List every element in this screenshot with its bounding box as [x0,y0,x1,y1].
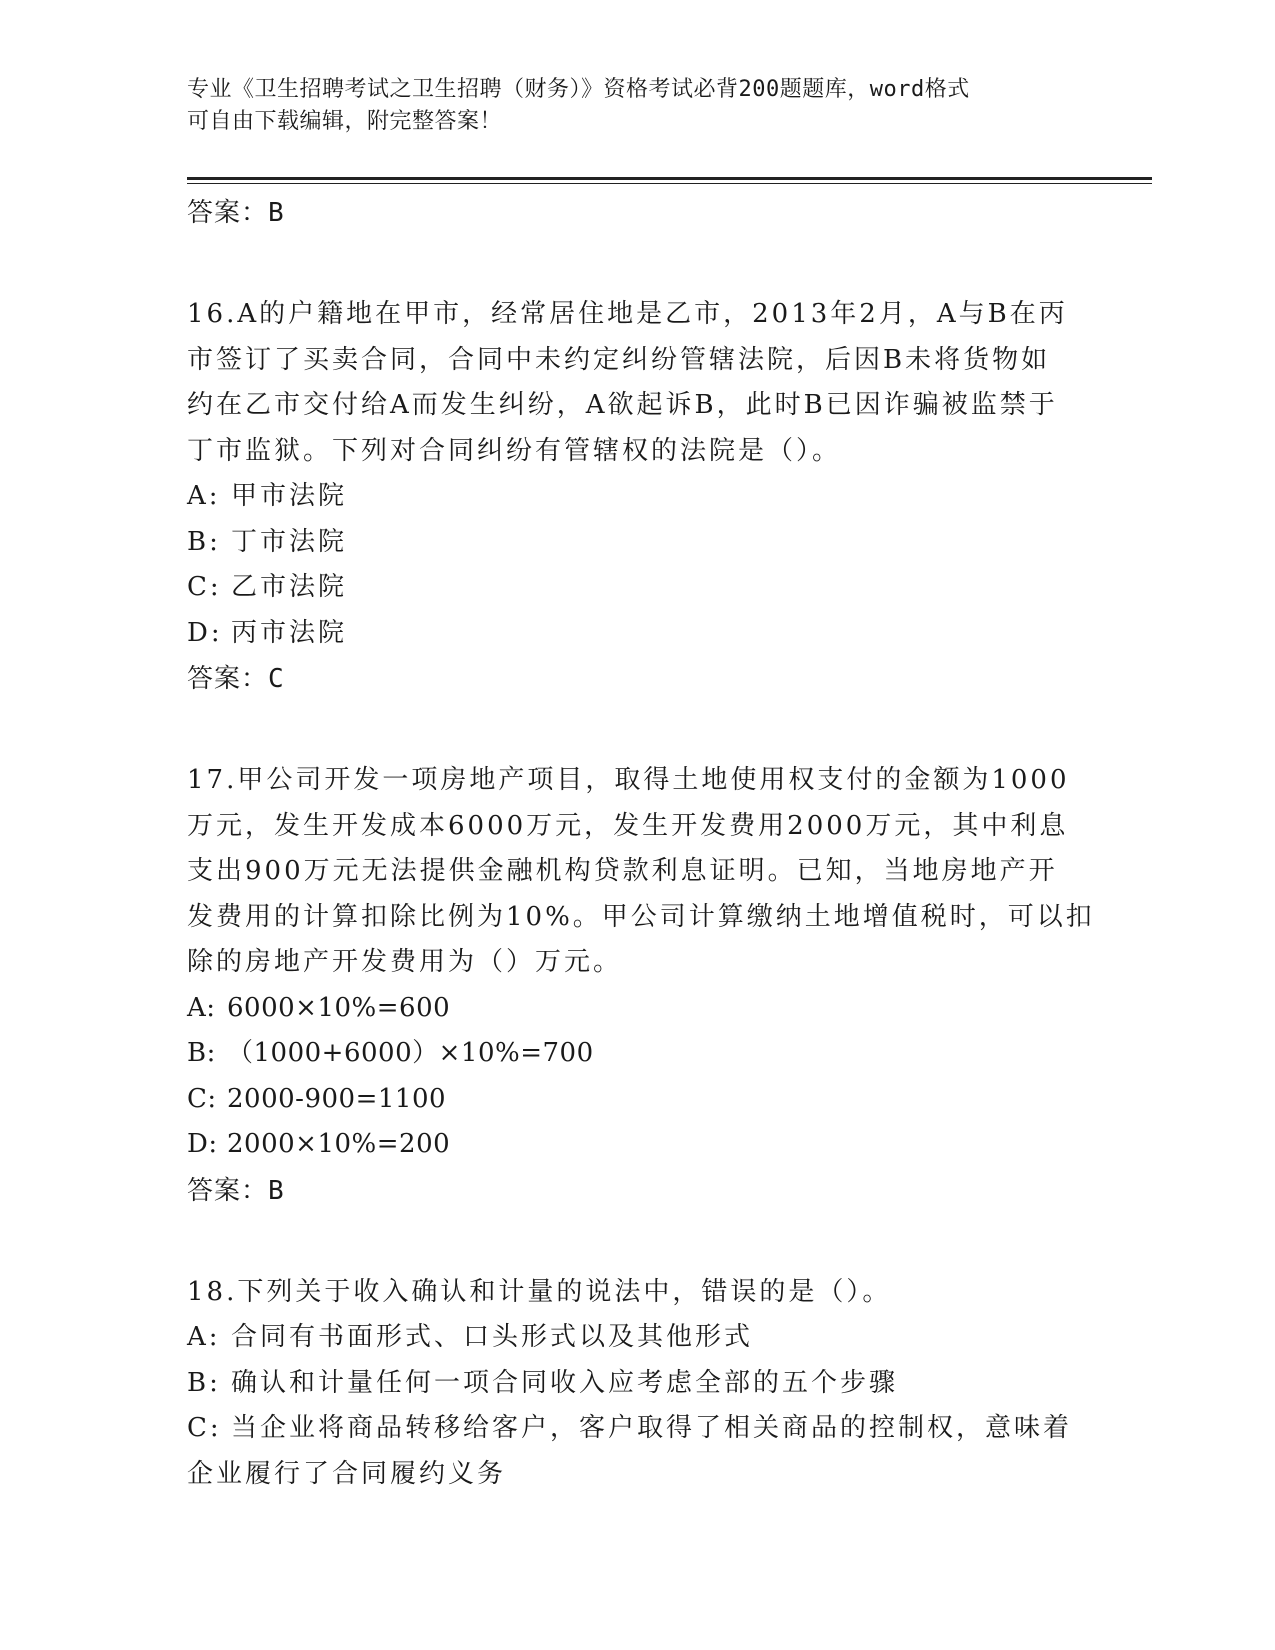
stem-line: 万元，发生开发成本6000万元，发生开发费用2000万元，其中利息 [187,810,1069,841]
answer-16: 答案：C [187,664,285,694]
option-text: 确认和计量任何一项合同收入应考虑全部的五个步骤 [231,1367,899,1398]
stem-line: 支出900万元无法提供金融机构贷款利息证明。已知，当地房地产开 [187,856,1058,886]
option-text: （1000+6000）×10%=700 [227,1038,594,1068]
option-d [187,611,1087,657]
question-16 [187,292,1087,702]
stem-line: 发费用的计算扣除比例为10%。甲公司计算缴纳土地增值税时，可以扣 [187,901,1095,932]
stem-line: 17.甲公司开发一项房地产项目，取得土地使用权支付的金额为1000 [187,765,1070,795]
stem-line: 丁市监狱。下列对合同纠纷有管辖权的法院是（）。 [187,435,842,466]
option-a [187,986,1087,1032]
question-17 [187,758,1095,1214]
option-key: A: [187,481,221,511]
option-text: 甲市法院 [231,481,348,511]
question-17-stem [187,758,1095,986]
option-a [187,474,1087,520]
option-key: C: [187,1413,222,1443]
option-text: 丁市法院 [231,526,348,557]
option-a [187,1315,1087,1361]
option-b [187,1031,1087,1077]
stem-line: 18.下列关于收入确认和计量的说法中，错误的是（）。 [187,1276,892,1307]
option-b [187,1361,1087,1407]
option-text: 6000×10%=600 [227,992,451,1023]
option-key: A: [187,992,216,1023]
option-key: B: [187,526,221,557]
option-key: B: [187,1367,221,1398]
option-key: A: [187,1322,221,1352]
stem-line: 除的房地产开发费用为（）万元。 [187,947,623,977]
option-text: 2000×10%=200 [227,1129,451,1159]
header-line-2: 可自由下载编辑，附完整答案！ [187,109,503,134]
option-key: B: [187,1038,216,1068]
option-text: 乙市法院 [231,572,348,602]
option-text-continued: 企业履行了合同履约义务 [187,1458,507,1489]
option-c [187,565,1087,611]
question-16-stem [187,292,1087,474]
option-key: C: [187,572,222,602]
option-text: 丙市法院 [231,617,348,648]
option-text: 合同有书面形式、口头形式以及其他形式 [231,1322,754,1352]
option-text: 2000-900=1100 [227,1083,447,1114]
option-c [187,1406,1087,1497]
document-header [187,74,1087,138]
option-b [187,520,1087,566]
option-d [187,1122,1087,1168]
question-18 [187,1270,1087,1498]
option-key: C: [187,1083,217,1114]
option-text: 当企业将商品转移给客户，客户取得了相关商品的控制权，意味着 [231,1413,1073,1443]
header-line-1: 专业《卫生招聘考试之卫生招聘（财务）》资格考试必背200题题库，word格式 [187,77,970,102]
option-key: D: [187,1129,218,1159]
document-body [187,190,1095,1497]
stem-line: 市签订了买卖合同，合同中未约定纠纷管辖法院，后因B未将货物如 [187,344,1051,375]
header-rule-thick [187,177,1152,180]
question-18-stem [187,1270,1087,1316]
option-key: D: [187,617,223,648]
header-rule-thin [187,183,1152,184]
stem-line: 约在乙市交付给A而发生纠纷，A欲起诉B，此时B已因诈骗被监禁于 [187,390,1058,420]
answer-previous: 答案：B [187,198,285,228]
stem-line: 16.A的户籍地在甲市，经常居住地是乙市，2013年2月，A与B在丙 [187,299,1068,329]
option-c [187,1077,1087,1123]
answer-17: 答案：B [187,1175,285,1206]
